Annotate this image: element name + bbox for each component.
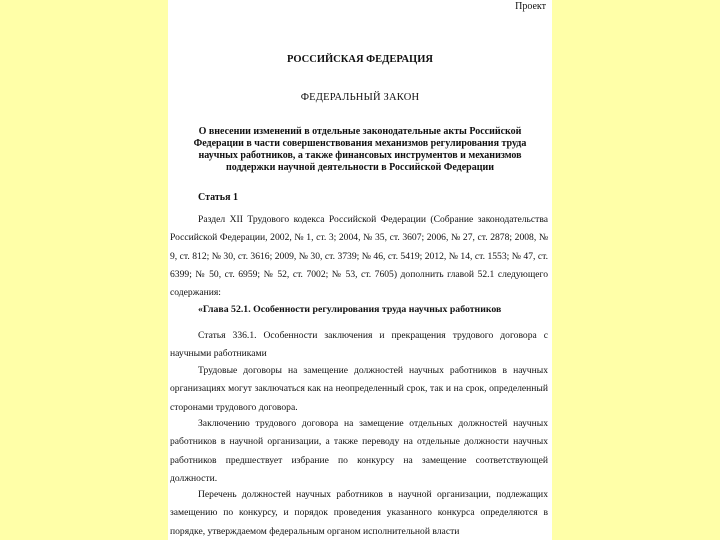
paragraph-2: Статья 336.1. Особенности заключения и прекращения трудового договора с научными работниками [170,330,548,360]
article-1-heading: Статья 1 [198,192,238,203]
paragraph-4: Заключению трудового договора на замещение отдельных должностей научных работников в научной организации, а также переводу на отдельные должности научных работников предшествует избрание по конкурсу на замещение соответствующей должности. [170,418,548,484]
heading-russian-federation: РОССИЙСКАЯ ФЕДЕРАЦИЯ [287,54,433,65]
paragraph-1: Раздел XII Трудового кодекса Российской Федерации (Собрание законодательства Российской Федерации, 2002, № 1, ст. 3; 2004, № 35, ст. 3607; 2006, № 27, ст. 2878; 2008, № 9, ст. 812; № 30, ст. 3616; 2009, № 30, ст. 3739; № 46, ст. 5419; 2012, № 14, ст. 1553; № 47, ст. 6399; № 50, ст. 6959; № 52, ст. 7002; № 53, ст. 7605) дополнить главой 52.1 следующего содержания: [170,214,548,299]
document-page [168,0,552,540]
chapter-heading: «Глава 52.1. Особенности регулирования труда научных работников [198,304,502,315]
paragraph-5: Перечень должностей научных работников в научной организации, подлежащих замещению по конкурсу, и порядок проведения указанного конкурса определяются в порядке, утверждаемом федеральным органом исполнительной власти [170,489,548,537]
law-title: О внесении изменений в отдельные законодательные акты Российской Федерации в части совершенствования механизмов регулирования труда научных работников, а также финансовых инструментов и механизмов поддержки научной деятельности в Российской Федерации [193,126,527,173]
project-label: Проект [515,1,546,12]
heading-federal-law: ФЕДЕРАЛЬНЫЙ ЗАКОН [300,92,420,103]
paragraph-3: Трудовые договоры на замещение должностей научных работников в научных организациях могут заключаться как на неопределенный срок, так и на срок, определенный сторонами трудового договора. [170,365,548,413]
